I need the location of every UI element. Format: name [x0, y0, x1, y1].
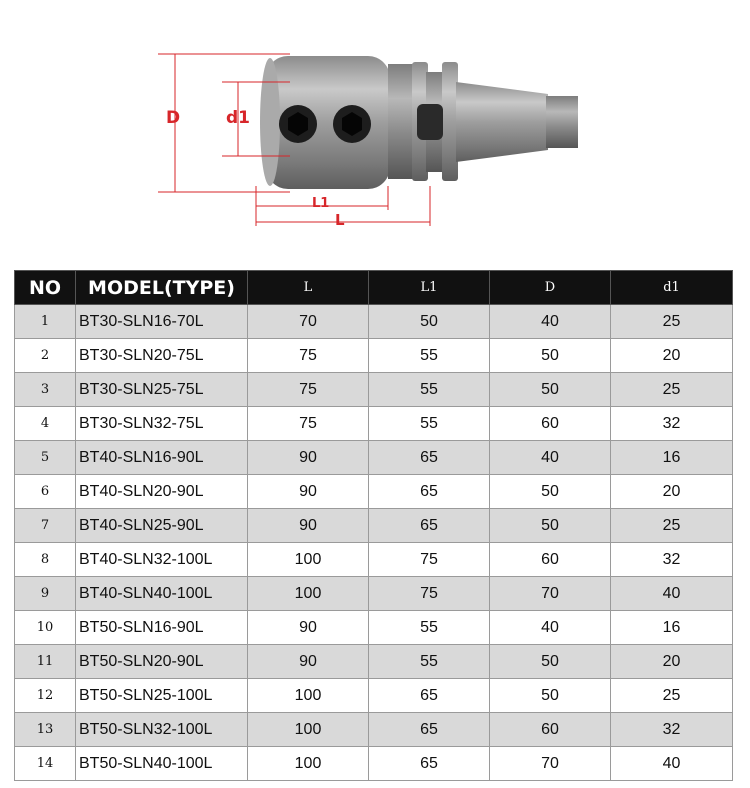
- cell-no: 9: [15, 577, 76, 611]
- cell-d1: 20: [611, 645, 733, 679]
- cell-L1: 55: [369, 407, 490, 441]
- table-row: [15, 441, 733, 475]
- cell-model: BT40-SLN40-100L: [76, 577, 248, 611]
- table-row: [15, 611, 733, 645]
- cell-model: BT30-SLN25-75L: [76, 373, 248, 407]
- cell-no: 1: [15, 305, 76, 339]
- cell-d1: 25: [611, 305, 733, 339]
- cell-L1: 55: [369, 645, 490, 679]
- cell-no: 11: [15, 645, 76, 679]
- cell-L: 90: [248, 611, 369, 645]
- cell-L: 100: [248, 713, 369, 747]
- table-row: [15, 577, 733, 611]
- table-row: [15, 305, 733, 339]
- table-row: [15, 373, 733, 407]
- set-screw-icon: [279, 105, 317, 143]
- cell-L1: 55: [369, 611, 490, 645]
- table-row: [15, 645, 733, 679]
- cell-D: 40: [490, 305, 611, 339]
- cell-L: 100: [248, 679, 369, 713]
- cell-L: 90: [248, 441, 369, 475]
- cell-no: 10: [15, 611, 76, 645]
- cell-L1: 75: [369, 577, 490, 611]
- cell-no: 8: [15, 543, 76, 577]
- cell-d1: 32: [611, 543, 733, 577]
- cell-no: 14: [15, 747, 76, 781]
- label-L: L: [335, 211, 345, 229]
- cell-L1: 55: [369, 339, 490, 373]
- table-row: [15, 713, 733, 747]
- table-row: [15, 509, 733, 543]
- cell-d1: 40: [611, 577, 733, 611]
- cell-no: 5: [15, 441, 76, 475]
- cell-L1: 65: [369, 441, 490, 475]
- cell-d1: 16: [611, 611, 733, 645]
- table-row: [15, 407, 733, 441]
- cell-no: 2: [15, 339, 76, 373]
- table-row: [15, 475, 733, 509]
- cell-L1: 65: [369, 509, 490, 543]
- cell-L: 75: [248, 339, 369, 373]
- cell-D: 50: [490, 509, 611, 543]
- cell-L1: 50: [369, 305, 490, 339]
- cell-no: 12: [15, 679, 76, 713]
- table-row: [15, 339, 733, 373]
- cell-D: 50: [490, 679, 611, 713]
- cell-D: 60: [490, 713, 611, 747]
- cell-D: 40: [490, 441, 611, 475]
- cell-L1: 75: [369, 543, 490, 577]
- cell-D: 50: [490, 645, 611, 679]
- cell-D: 70: [490, 577, 611, 611]
- cell-d1: 25: [611, 509, 733, 543]
- cell-L: 90: [248, 645, 369, 679]
- tool-holder-diagram: [0, 0, 750, 265]
- cell-L: 90: [248, 509, 369, 543]
- table-row: [15, 747, 733, 781]
- header-L: L: [248, 271, 369, 305]
- cell-model: BT50-SLN16-90L: [76, 611, 248, 645]
- header-model: MODEL(TYPE): [76, 271, 248, 305]
- cell-L: 100: [248, 543, 369, 577]
- table-row: [15, 679, 733, 713]
- set-screw-icon: [333, 105, 371, 143]
- cell-d1: 20: [611, 339, 733, 373]
- cell-no: 6: [15, 475, 76, 509]
- cell-model: BT40-SLN32-100L: [76, 543, 248, 577]
- cell-no: 4: [15, 407, 76, 441]
- cell-D: 70: [490, 747, 611, 781]
- cell-model: BT50-SLN20-90L: [76, 645, 248, 679]
- cell-model: BT40-SLN25-90L: [76, 509, 248, 543]
- cell-model: BT30-SLN20-75L: [76, 339, 248, 373]
- cell-L: 90: [248, 475, 369, 509]
- label-D: D: [166, 108, 181, 128]
- cell-d1: 16: [611, 441, 733, 475]
- cell-model: BT30-SLN32-75L: [76, 407, 248, 441]
- table-header-row: [15, 271, 733, 305]
- cell-L: 100: [248, 577, 369, 611]
- cell-D: 40: [490, 611, 611, 645]
- label-d1: d1: [226, 108, 250, 128]
- cell-D: 50: [490, 339, 611, 373]
- cell-d1: 40: [611, 747, 733, 781]
- cell-model: BT50-SLN32-100L: [76, 713, 248, 747]
- cell-no: 13: [15, 713, 76, 747]
- cell-d1: 20: [611, 475, 733, 509]
- spec-table: [14, 270, 733, 781]
- cell-no: 3: [15, 373, 76, 407]
- cell-L1: 55: [369, 373, 490, 407]
- cell-L1: 65: [369, 475, 490, 509]
- cell-L: 70: [248, 305, 369, 339]
- cell-model: BT50-SLN40-100L: [76, 747, 248, 781]
- header-d1: d1: [611, 271, 733, 305]
- cell-D: 60: [490, 543, 611, 577]
- cell-D: 50: [490, 475, 611, 509]
- cell-L: 75: [248, 407, 369, 441]
- cell-d1: 25: [611, 679, 733, 713]
- tool-holder-illustration: [260, 56, 578, 189]
- cell-model: BT40-SLN20-90L: [76, 475, 248, 509]
- table-row: [15, 543, 733, 577]
- cell-d1: 32: [611, 713, 733, 747]
- label-L1: L1: [312, 196, 330, 211]
- cell-model: BT30-SLN16-70L: [76, 305, 248, 339]
- cell-no: 7: [15, 509, 76, 543]
- cell-model: BT40-SLN16-90L: [76, 441, 248, 475]
- cell-L1: 65: [369, 679, 490, 713]
- cell-L1: 65: [369, 747, 490, 781]
- cell-d1: 32: [611, 407, 733, 441]
- header-D: D: [490, 271, 611, 305]
- cell-L: 75: [248, 373, 369, 407]
- cell-D: 60: [490, 407, 611, 441]
- cell-D: 50: [490, 373, 611, 407]
- cell-L: 100: [248, 747, 369, 781]
- cell-d1: 25: [611, 373, 733, 407]
- cell-model: BT50-SLN25-100L: [76, 679, 248, 713]
- header-L1: L1: [369, 271, 490, 305]
- header-no: NO: [15, 271, 76, 305]
- cell-L1: 65: [369, 713, 490, 747]
